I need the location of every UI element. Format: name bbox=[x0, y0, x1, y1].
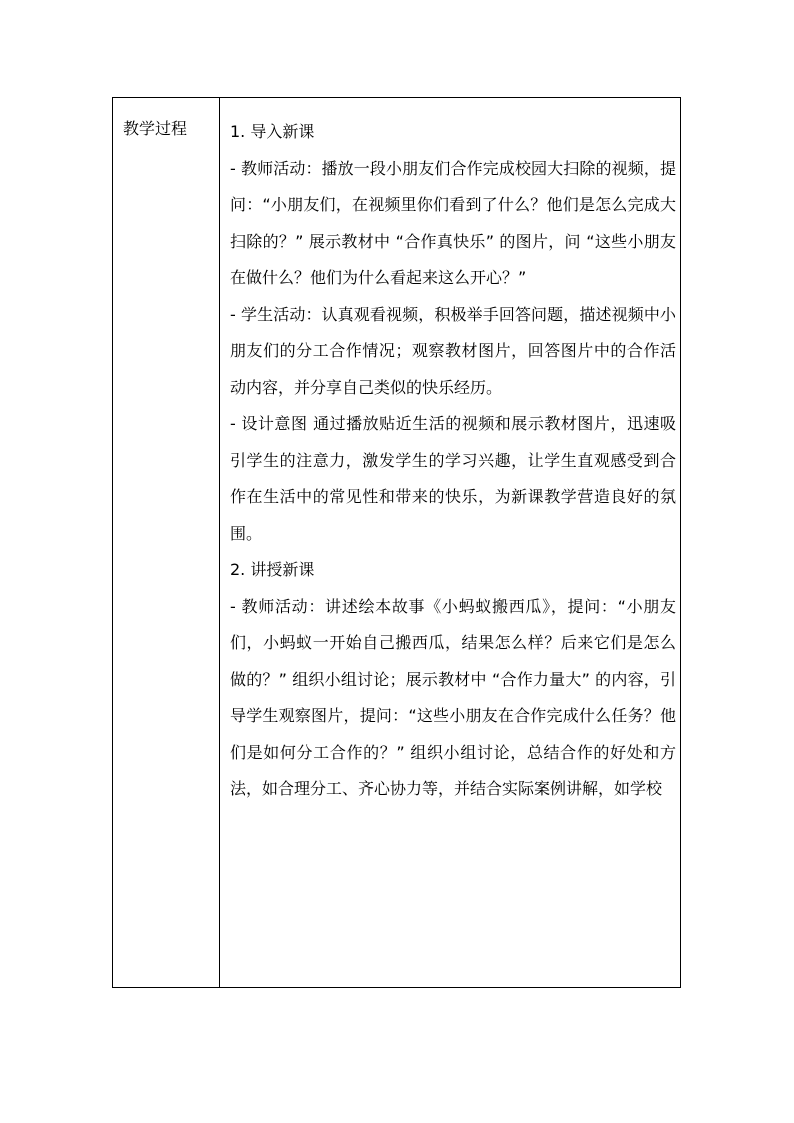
section-heading-intro: 1. 导入新课 bbox=[230, 122, 315, 141]
teacher-activity-intro: - 教师活动：播放一段小朋友们合作完成校园大扫除的视频，提问：“小朋友们，在视频里你们看到了什么？他们是怎么完成大扫除的？” 展示教材中 “合作真快乐” 的图片，问 “这些小朋友在做什么？他们为什么看起来这么开心？” bbox=[230, 158, 676, 287]
row-label: 教学过程 bbox=[123, 119, 188, 138]
lesson-plan-table bbox=[112, 97, 681, 988]
student-activity-intro: - 学生活动：认真观看视频，积极举手回答问题，描述视频中小朋友们的分工合作情况；观察教材图片，回答图片中的合作活动内容，并分享自己类似的快乐经历。 bbox=[230, 304, 676, 397]
row-label-cell bbox=[113, 98, 220, 988]
teacher-activity-new-lesson: - 教师活动：讲述绘本故事《小蚂蚁搬西瓜》，提问：“小朋友们，小蚂蚁一开始自己搬西瓜，结果怎么样？后来它们是怎么做的？” 组织小组讨论；展示教材中 “合作力量大” 的内容，引导学生观察图片，提问：“这些小朋友在合作完成什么任务？他们是如何分工合作的？” 组织小组讨论，总结合作的好处和方法，如合理分工、齐心协力等，并结合实际案例讲解，如学校 bbox=[230, 596, 676, 798]
section-heading-new-lesson: 2. 讲授新课 bbox=[230, 560, 315, 579]
row-content-cell bbox=[220, 98, 681, 988]
table-row bbox=[113, 98, 681, 988]
teaching-process-content bbox=[220, 98, 680, 808]
design-intent-intro: - 设计意图 通过播放贴近生活的视频和展示教材图片，迅速吸引学生的注意力，激发学生的学习兴趣，让学生直观感受到合作在生活中的常见性和带来的快乐，为新课教学营造良好的氛围。 bbox=[230, 414, 676, 543]
